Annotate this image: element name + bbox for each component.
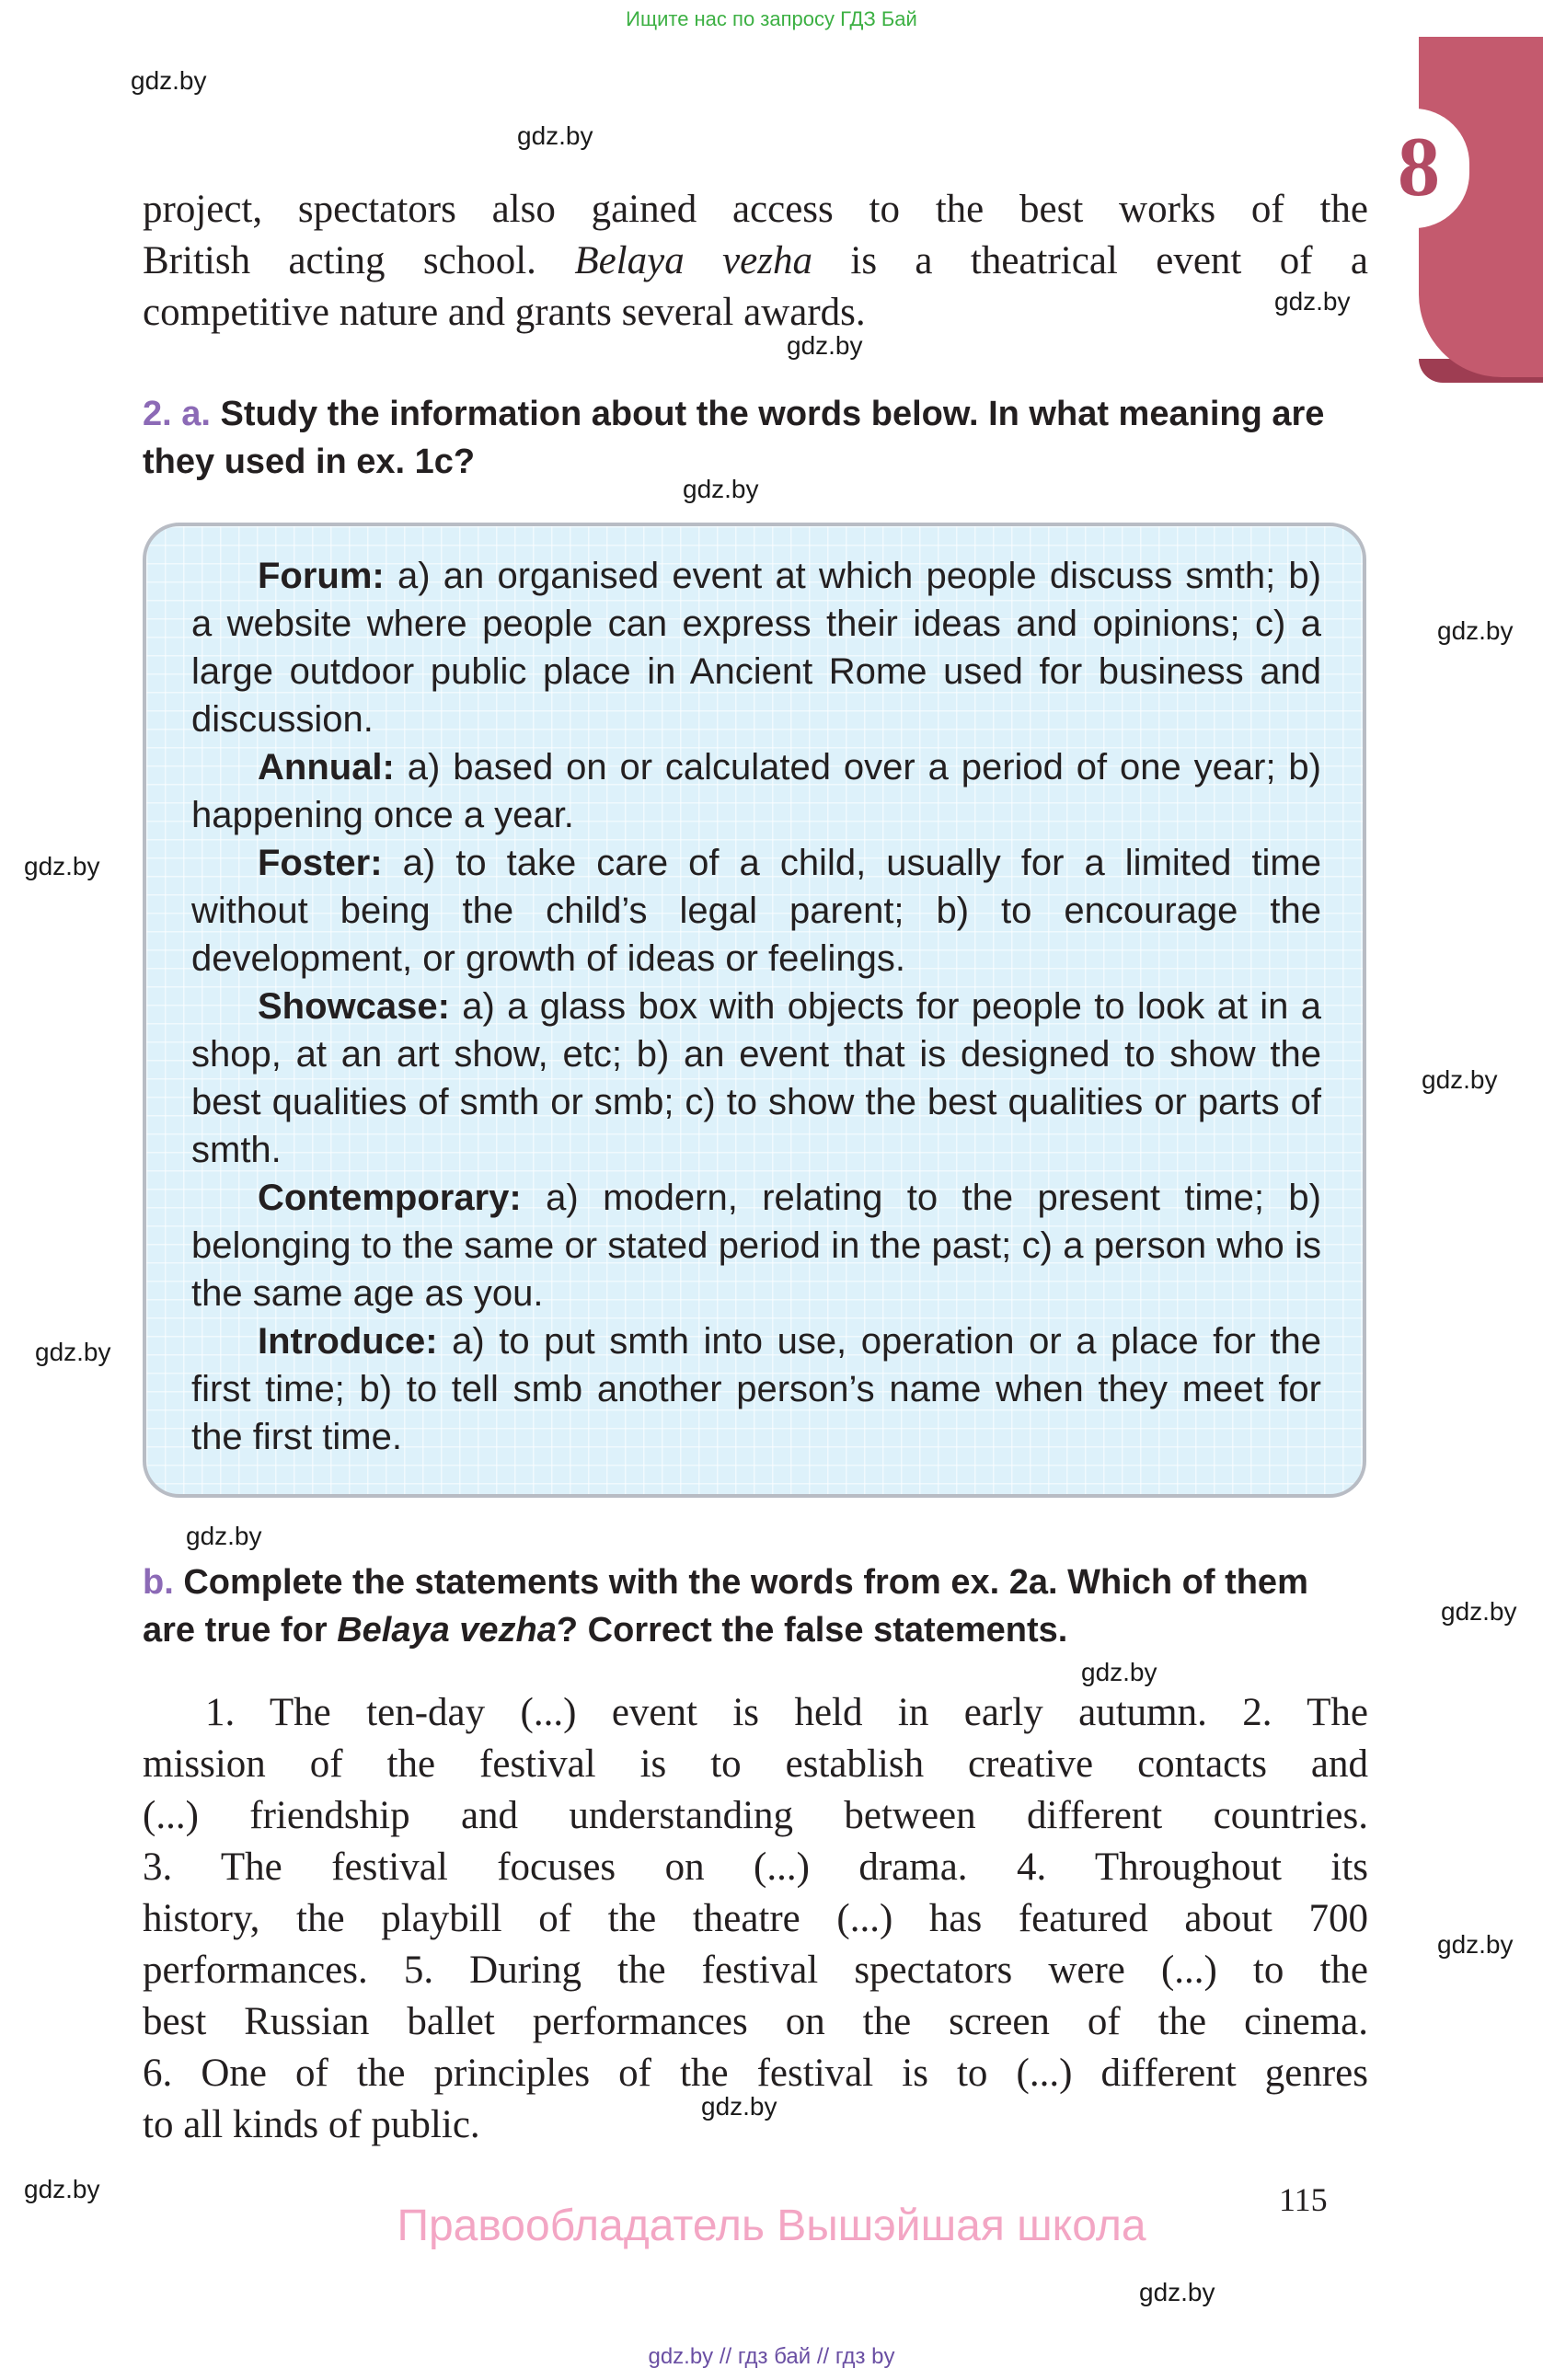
statement-line: 1. The ten-day (...) event is held in early autumn. 2. The — [205, 1691, 1368, 1734]
vocab-term: Contemporary: — [258, 1178, 522, 1218]
watermark: gdz.by — [1437, 1930, 1514, 1959]
vocab-term: Showcase: — [258, 986, 450, 1027]
top-banner[interactable]: Ищите нас по запросу ГДЗ Бай — [626, 7, 917, 30]
watermark: gdz.by — [1274, 287, 1351, 316]
task-festival-name: Belaya vezha — [337, 1611, 557, 1650]
watermark: gdz.by — [701, 2092, 777, 2121]
vocab-term: Annual: — [258, 747, 395, 788]
copyright-notice: Правообладатель Вышэйшая школа — [397, 2202, 1146, 2250]
statement-line: best Russian ballet performances on the screen of the cinema. — [143, 2000, 1368, 2043]
statement-line: performances. 5. During the festival spectators were (...) to the — [143, 1949, 1368, 1992]
watermark: gdz.by — [24, 2175, 100, 2203]
chapter-number: 8 — [1398, 120, 1440, 213]
intro-line — [143, 236, 1368, 287]
statement-line: 3. The festival focuses on (...) drama. 4. Throughout its — [143, 1845, 1368, 1889]
task-text: Study the information about the words below. In what meaning are they used in ex. 1c? — [143, 395, 1325, 481]
statement-line: 6. One of the principles of the festival is to (...) different genres — [143, 2052, 1368, 2095]
page-number: 115 — [1279, 2181, 1328, 2218]
watermark: gdz.by — [131, 66, 207, 95]
watermark: gdz.by — [517, 121, 593, 150]
vocab-definition: a) to put smth into use, operation or a place for the first time; b) to tell smb another person’s name when they meet for the first time. — [191, 1321, 1321, 1457]
vocab-definition: a) to take care of a child, usually for a limited time without being the child’s legal parent; b) to encourage the development, or growth of ideas or feelings. — [191, 843, 1321, 979]
vocab-term: Foster: — [258, 843, 383, 883]
watermark: gdz.by — [787, 331, 863, 360]
watermark: gdz.by — [186, 1522, 262, 1550]
task-number: 2. a. — [143, 395, 211, 433]
task-text: ? Correct the false statements. — [556, 1611, 1068, 1650]
vocab-definition: a) modern, relating to the present time; b) belonging to the same or stated period in the past; c) a person who is the same age as you. — [191, 1178, 1321, 1314]
watermark: gdz.by — [1081, 1658, 1157, 1686]
statement-line: mission of the festival is to establish creative contacts and — [143, 1742, 1368, 1786]
statement-line: history, the playbill of the theatre (...) has featured about 700 — [143, 1897, 1368, 1940]
statement-line: (...) friendship and understanding between different countries. — [143, 1794, 1368, 1837]
vocab-definition: a) based on or calculated over a period of one year; b) happening once a year. — [191, 747, 1321, 835]
vocab-entry — [191, 552, 1321, 743]
vocab-entry — [191, 1317, 1321, 1461]
vocabulary-list — [191, 552, 1321, 1461]
intro-line: project, spectators also gained access to the best works of the — [143, 188, 1368, 231]
watermark: gdz.by — [1139, 2278, 1215, 2306]
vocab-term: Introduce: — [258, 1321, 438, 1362]
vocab-entry — [191, 983, 1321, 1174]
vocab-term: Forum: — [258, 556, 385, 596]
watermark: gdz.by — [1437, 616, 1514, 645]
intro-line: competitive nature and grants several awards. — [143, 291, 866, 334]
intro-text: British acting school. — [143, 239, 536, 282]
statements-paragraph — [143, 1687, 1368, 2151]
intro-festival-name: Belaya vezha — [574, 239, 812, 282]
task-number: b. — [143, 1563, 174, 1602]
vocab-definition: a) a glass box with objects for people to look at in a shop, at an art show, etc; b) an event that is designed to show the best qualities of smth or smb; c) to show the best qualities or parts of smth. — [191, 986, 1321, 1170]
task-2a — [143, 390, 1368, 486]
watermark: gdz.by — [24, 852, 100, 880]
statement-line: to all kinds of public. — [143, 2103, 480, 2146]
vocab-definition: a) an organised event at which people discuss smth; b) a website where people can express their ideas and opinions; c) a large outdoor public place in Ancient Rome used for business and discussion. — [191, 556, 1321, 740]
watermark: gdz.by — [683, 475, 759, 503]
vocab-entry — [191, 1174, 1321, 1317]
watermark: gdz.by — [1441, 1597, 1517, 1626]
watermark: gdz.by — [1422, 1065, 1498, 1094]
vocab-entry — [191, 743, 1321, 839]
watermark: gdz.by — [35, 1338, 111, 1366]
vocab-entry — [191, 839, 1321, 983]
task-2b — [143, 1558, 1368, 1654]
task-text: Complete the statements with the words from ex. 2a. Which of them are true for — [143, 1563, 1308, 1650]
footer-links[interactable]: gdz.by // гдз бай // гдз by — [648, 2344, 895, 2369]
intro-text: is a theatrical event of a — [850, 239, 1369, 282]
chapter-tab-shadow — [1419, 359, 1543, 383]
intro-paragraph — [143, 184, 1368, 339]
